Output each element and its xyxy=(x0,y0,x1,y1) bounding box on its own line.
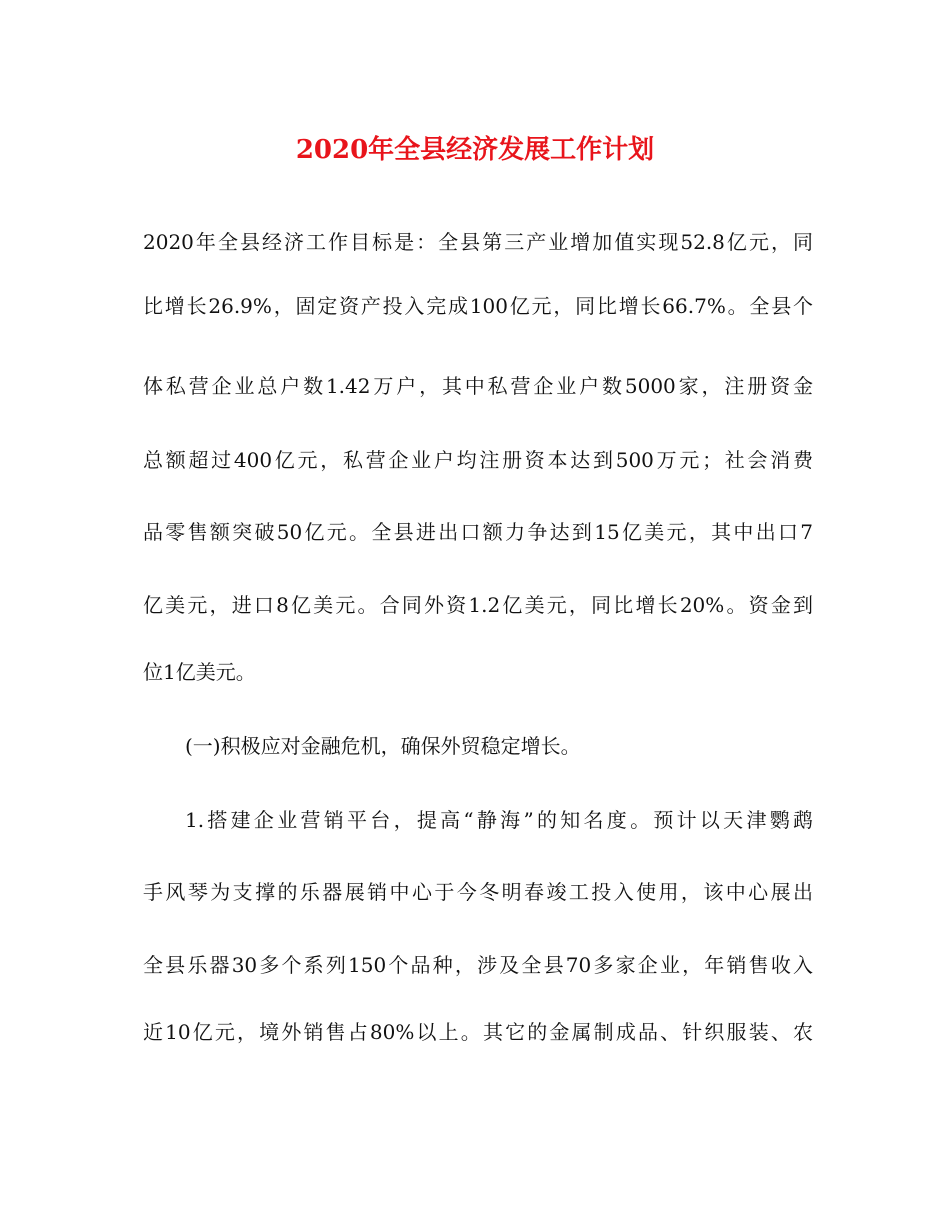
paragraph-line: 总额超过400亿元，私营企业户均注册资本达到500万元；社会消费 xyxy=(143,448,813,472)
paragraph-line: 2020年全县经济工作目标是：全县第三产业增加值实现52.8亿元，同 xyxy=(143,230,813,254)
paragraph-line: 比增长26.9%，固定资产投入完成100亿元，同比增长66.7%。全县个 xyxy=(143,294,813,318)
paragraph-line: 手风琴为支撑的乐器展销中心于今冬明春竣工投入使用，该中心展出 xyxy=(143,880,813,904)
paragraph-line: 品零售额突破50亿元。全县进出口额力争达到15亿美元，其中出口7 xyxy=(143,520,813,544)
paragraph-line: 位1亿美元。 xyxy=(143,660,256,684)
paragraph-line: 近10亿元，境外销售占80%以上。其它的金属制成品、针织服装、农 xyxy=(143,1020,813,1044)
paragraph-line: 全县乐器30多个系列150个品种，涉及全县70多家企业，年销售收入 xyxy=(143,953,813,977)
document-title: 2020年全县经济发展工作计划 xyxy=(295,135,655,165)
paragraph-line: 体私营企业总户数1.42万户，其中私营企业户数5000家，注册资金 xyxy=(143,374,813,398)
section-heading: (一)积极应对金融危机，确保外贸稳定增长。 xyxy=(185,734,581,758)
paragraph-line: 1.搭建企业营销平台，提高“静海”的知名度。预计以天津鹦鹉 xyxy=(185,808,813,832)
paragraph-line: 亿美元，进口8亿美元。合同外资1.2亿美元，同比增长20%。资金到 xyxy=(143,593,813,617)
